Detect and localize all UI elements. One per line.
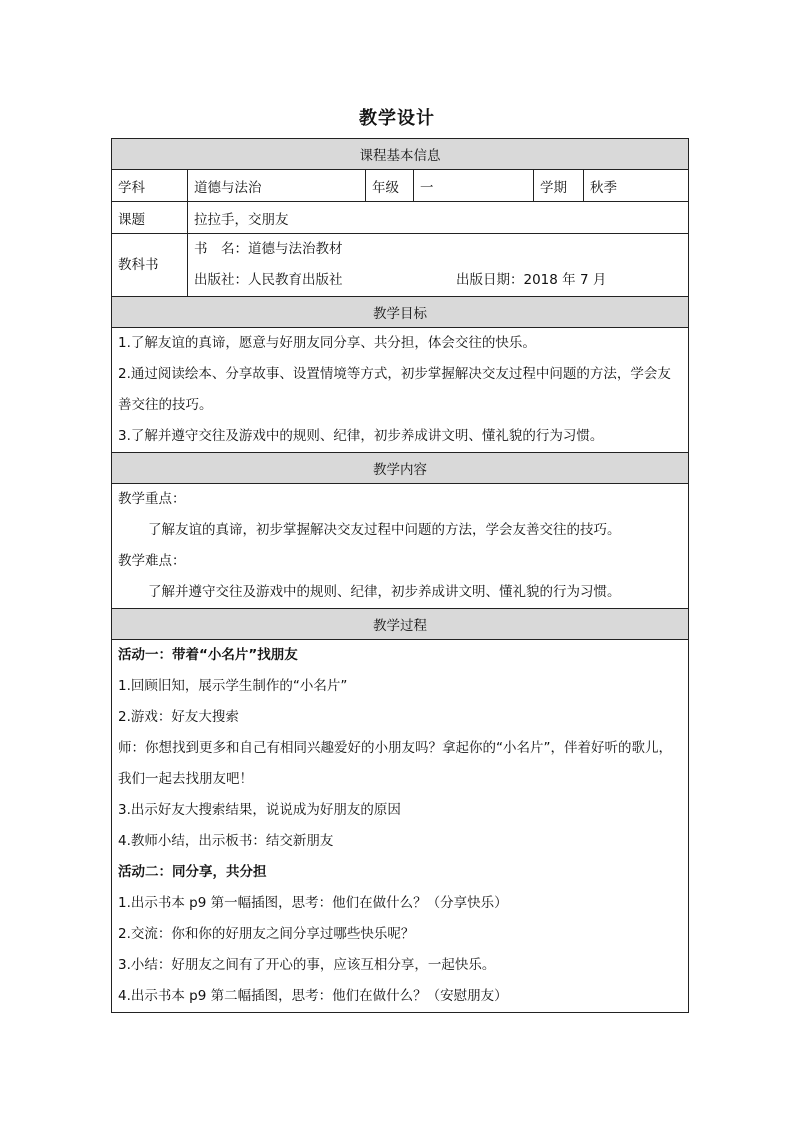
content-header-row [112,453,689,484]
publisher-line [194,265,682,296]
process-header-row [112,609,689,640]
activity-heading: 活动一：带着“小名片”找朋友 [118,647,298,663]
topic-row [112,202,689,234]
process-line: 2.交流：你和你的好朋友之间分享过哪些快乐呢？ [118,926,415,942]
key-point-label: 教学重点： [118,491,186,507]
subject-label: 学科 [112,170,188,202]
process-line: 4.教师小结，出示板书：结交新朋友 [118,833,334,849]
objectives-body [112,328,689,453]
objectives-row [112,328,689,453]
difficulty-text: 了解并遵守交往及游戏中的规则、纪律，初步养成讲文明、懂礼貌的行为习惯。 [148,584,621,600]
subject-value: 道德与法治 [188,170,366,202]
process-line: 师：你想找到更多和自己有相同兴趣爱好的小朋友吗？拿起你的“小名片”，伴着好听的歌儿，我们一起去找朋友吧！ [118,740,672,787]
grade-value: 一 [414,170,534,202]
term-label: 学期 [534,170,584,202]
basic-info-header-row [112,139,689,170]
objective-item: 1.了解友谊的真谛，愿意与好朋友同分享、共分担，体会交往的快乐。 [118,335,536,351]
content-row [112,484,689,609]
basic-info-header: 课程基本信息 [112,139,689,170]
activity-heading: 活动二：同分享，共分担 [118,864,267,880]
subject-row [112,170,689,202]
textbook-row [112,234,689,297]
topic-label: 课题 [112,202,188,234]
publisher: 出版社：人民教育出版社 [194,272,343,288]
objective-item: 3.了解并遵守交往及游戏中的规则、纪律，初步养成讲文明、懂礼貌的行为习惯。 [118,428,604,444]
objectives-header: 教学目标 [112,297,689,328]
process-line: 4.出示书本 p9 第二幅插图，思考：他们在做什么？（安慰朋友） [118,988,508,1004]
book-name: 书 名：道德与法治教材 [194,241,343,257]
objective-item: 2.通过阅读绘本、分享故事、设置情境等方式，初步掌握解决交友过程中问题的方法，学会友善交往的技巧。 [118,366,671,413]
objectives-header-row [112,297,689,328]
process-line: 1.出示书本 p9 第一幅插图，思考：他们在做什么？（分享快乐） [118,895,508,911]
publish-date: 出版日期：2018 年 7 月 [456,272,607,288]
process-header: 教学过程 [112,609,689,640]
process-line: 3.小结：好朋友之间有了开心的事，应该互相分享，一起快乐。 [118,957,496,973]
process-line: 1.回顾旧知，展示学生制作的“小名片” [118,678,348,694]
content-header: 教学内容 [112,453,689,484]
lesson-plan-table [111,138,689,1013]
process-line: 2.游戏：好友大搜索 [118,709,239,725]
process-line: 3.出示好友大搜索结果，说说成为好朋友的原因 [118,802,401,818]
textbook-label: 教科书 [112,234,188,297]
textbook-info [188,234,689,297]
content-body [112,484,689,609]
process-row [112,640,689,1013]
document-title: 教学设计 [359,108,435,129]
key-point-text: 了解友谊的真谛，初步掌握解决交友过程中问题的方法，学会友善交往的技巧。 [148,522,621,538]
grade-label: 年级 [366,170,414,202]
difficulty-label: 教学难点： [118,553,186,569]
process-body [112,640,689,1013]
term-value: 秋季 [584,170,689,202]
topic-value: 拉拉手，交朋友 [188,202,689,234]
